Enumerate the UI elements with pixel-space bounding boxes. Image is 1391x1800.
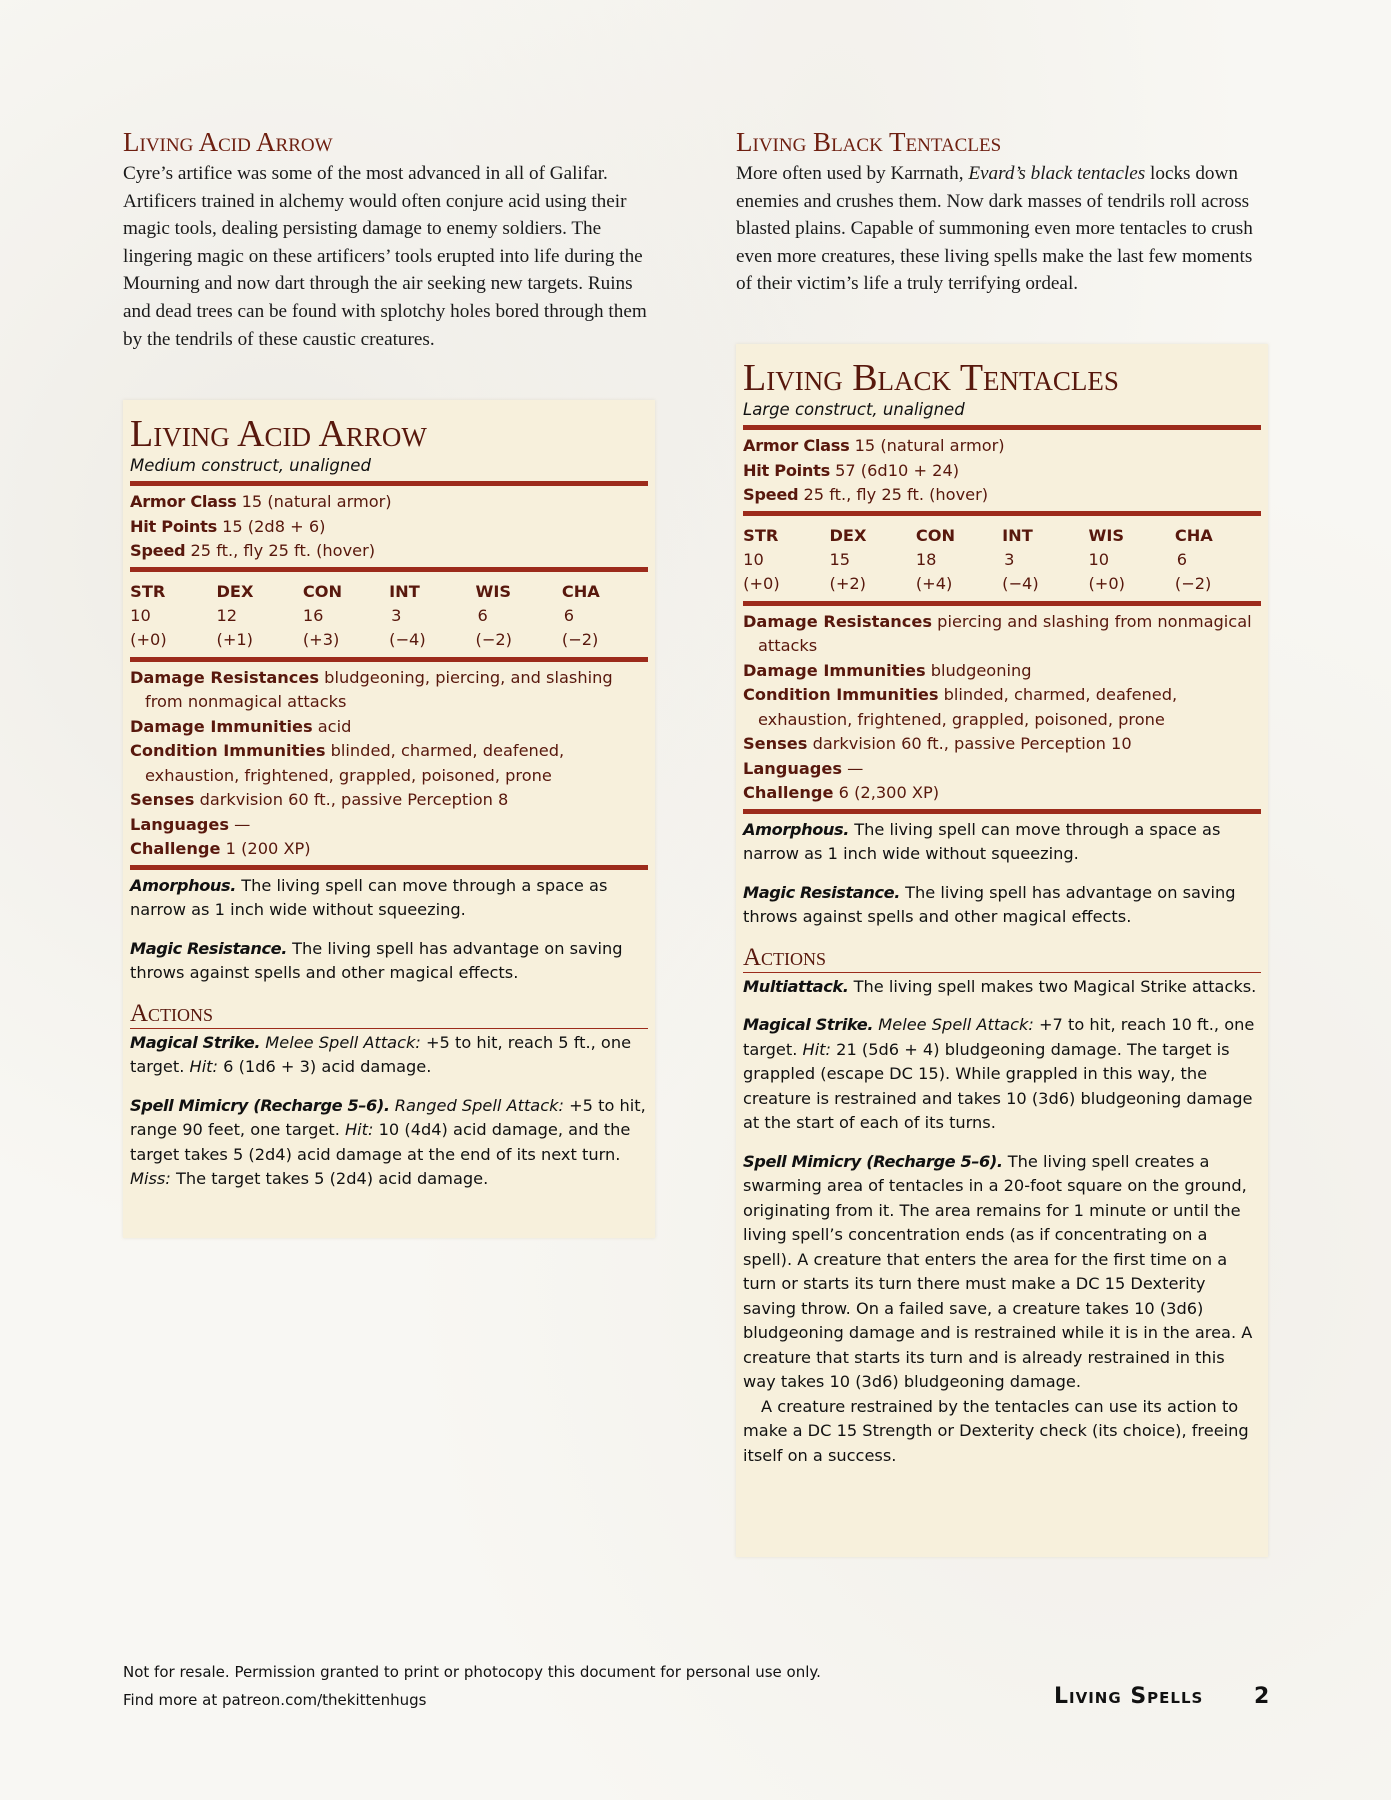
- ability-name: DEX: [829, 525, 867, 545]
- footer-line-1: Not for resale. Permission granted to print or photocopy this document for personal use only.: [123, 1663, 821, 1681]
- basic-stat: [743, 459, 1261, 484]
- property-line: [743, 659, 1261, 684]
- ability-int: [389, 580, 475, 652]
- divider-rule: [130, 567, 648, 572]
- stat-block-living-black-tentacles: [736, 344, 1268, 1557]
- ability-wis: [475, 580, 561, 652]
- italic-text: Hit:: [345, 1120, 374, 1139]
- text-segment: +5 to hit, range 90 feet, one target.: [130, 1095, 646, 1139]
- ability-str: [130, 580, 216, 652]
- ability-cha: [1175, 524, 1261, 596]
- trait-entry: [743, 1150, 1261, 1469]
- property-label: Damage Resistances: [743, 611, 933, 631]
- property-label: Condition Immunities: [130, 741, 326, 760]
- trait-name: Magic Resistance.: [743, 882, 900, 902]
- trait-name: Magical Strike.: [743, 1015, 874, 1034]
- property-value: bludgeoning: [930, 660, 1032, 680]
- basic-stat: [130, 539, 648, 564]
- trait-name: Spell Mimicry (Recharge 5–6).: [130, 1095, 390, 1115]
- text-segment: The living spell has advantage on saving throws against spells and other magical effects.: [130, 938, 623, 982]
- property-label: Senses: [130, 790, 195, 809]
- stat-block-living-acid-arrow: [123, 400, 655, 1238]
- ability-scores: [743, 520, 1261, 598]
- creature-name: Living Black Tentacles: [743, 357, 1119, 399]
- ability-value: 15 (+2): [829, 549, 866, 593]
- text-segment: The living spell can move through a space as narrow as 1 inch wide without squeezing.: [130, 875, 608, 919]
- basic-stat: [130, 490, 648, 515]
- property-line: [130, 837, 648, 862]
- divider-rule: [130, 481, 648, 486]
- property-label: Senses: [743, 734, 808, 753]
- italic-text: Hit:: [189, 1057, 218, 1076]
- property-value: blinded, charmed, deafened, exhaustion, frightened, grappled, poisoned, prone: [758, 685, 1178, 729]
- divider-rule: [743, 601, 1261, 606]
- ability-name: STR: [130, 581, 166, 601]
- text-segment: The living spell creates a swarming area of tentacles in a 20-foot square on the ground, originating from it. The area remains for 1 minute or until the living spell’s concentration ends (as if concentrating on a spell). A creature that enters the area for the first time on a turn or starts its turn there must make a DC 15 Dexterity saving throw. On a failed save, a creature takes 10 (3d6) bludgeoning damage and is restrained while it is in the area. A creature that starts its turn and is already restrained in this way takes 10 (3d6) bludgeoning damage.: [743, 1151, 1253, 1391]
- ability-value: 10 (+0): [130, 605, 167, 649]
- intro-text: [736, 160, 1268, 298]
- property-label: Challenge: [130, 839, 221, 858]
- text-segment: +7 to hit, reach 10 ft., one target.: [743, 1015, 1255, 1059]
- ability-con: [303, 580, 389, 652]
- creature-type: Large construct, unaligned: [743, 400, 965, 419]
- property-line: [743, 610, 1261, 659]
- basic-stat: [743, 483, 1261, 508]
- property-label: Damage Immunities: [130, 716, 313, 736]
- ability-name: CON: [302, 581, 343, 601]
- ability-value: 6 (−2): [1174, 549, 1212, 593]
- ability-wis: [1088, 524, 1174, 596]
- italic-text: Melee Spell Attack:: [878, 1015, 1034, 1034]
- property-value: —: [234, 814, 251, 834]
- ability-value: 12 (+1): [216, 605, 253, 649]
- italic-text: Miss:: [130, 1169, 171, 1188]
- stat-value: 57 (6d10 + 24): [835, 460, 960, 480]
- ability-name: CHA: [1174, 525, 1213, 545]
- ability-name: WIS: [1088, 525, 1125, 545]
- footer-line-2: Find more at patreon.com/thekittenhugs: [123, 1691, 427, 1709]
- property-value: darkvision 60 ft., passive Perception 10: [812, 734, 1132, 753]
- ability-value: 3 (−4): [389, 605, 426, 649]
- ability-name: INT: [1002, 525, 1033, 545]
- ability-value: 10 (+0): [743, 549, 780, 593]
- text-segment: More often used by Karrnath,: [736, 163, 969, 184]
- ability-int: [1002, 524, 1088, 596]
- property-line: [130, 813, 648, 838]
- ability-con: [916, 524, 1002, 596]
- text-segment: +5 to hit, reach 5 ft., one target.: [130, 1032, 632, 1076]
- text-segment: A creature restrained by the tentacles can use its action to make a DC 15 Strength or Dexterity check (its choice), freeing itself on a success.: [743, 1396, 1249, 1465]
- property-label: Damage Resistances: [130, 667, 320, 687]
- ability-name: INT: [389, 581, 420, 601]
- ability-scores: [130, 576, 648, 654]
- property-line: [130, 715, 648, 740]
- actions-heading: Actions: [743, 944, 1261, 973]
- text-segment: The target takes 5 (2d4) acid damage.: [170, 1169, 489, 1188]
- property-label: Condition Immunities: [743, 685, 939, 704]
- ability-name: WIS: [475, 581, 512, 601]
- property-value: 1 (200 XP): [225, 839, 311, 858]
- trait-name: Magic Resistance.: [130, 938, 287, 958]
- footer-notice: [123, 1658, 821, 1714]
- property-value: 6 (2,300 XP): [838, 783, 940, 802]
- trait-name: Amorphous.: [743, 819, 850, 839]
- divider-rule: [743, 809, 1261, 814]
- property-line: [743, 757, 1261, 782]
- ability-dex: [217, 580, 303, 652]
- trait-name: Magical Strike.: [130, 1032, 261, 1052]
- property-value: darkvision 60 ft., passive Perception 8: [199, 790, 509, 809]
- stat-value: 25 ft., fly 25 ft. (hover): [190, 541, 376, 560]
- trait-name: Spell Mimicry (Recharge 5–6).: [743, 1151, 1003, 1171]
- trait-name: Amorphous.: [130, 875, 237, 895]
- trait-entry: [130, 1031, 648, 1080]
- property-line: [130, 739, 648, 788]
- italic-text: Hit:: [802, 1039, 831, 1059]
- property-label: Languages: [743, 758, 842, 778]
- property-label: Challenge: [743, 783, 834, 802]
- creature-name: Living Acid Arrow: [130, 413, 427, 455]
- ability-str: [743, 524, 829, 596]
- trait-entry: [130, 874, 648, 923]
- ability-value: 6 (−2): [561, 605, 599, 649]
- trait-entry: [130, 937, 648, 986]
- text-segment: The living spell has advantage on saving throws against spells and other magical effects.: [743, 882, 1236, 926]
- trait-entry: [743, 975, 1261, 1000]
- divider-rule: [130, 865, 648, 870]
- ability-value: 18 (+4): [915, 549, 953, 593]
- ability-name: STR: [743, 525, 779, 545]
- footer-section-name: Living Spells: [1054, 1684, 1204, 1709]
- ability-name: CON: [915, 525, 956, 545]
- text-segment: locks down enemies and crushes them. Now dark masses of tendrils roll across blasted plains. Capable of summoning even more tentacles to crush even more creatures, these living spells make the last few moments of their victim’s life a truly terrifying ordeal.: [736, 163, 1253, 295]
- trait-entry: [130, 1094, 648, 1192]
- ability-dex: [830, 524, 916, 596]
- divider-rule: [743, 425, 1261, 430]
- stat-value: 15 (natural armor): [241, 492, 392, 511]
- ability-name: CHA: [561, 581, 600, 601]
- text-segment: 21 (5d6 + 4) bludgeoning damage. The target is grappled (escape DC 15). While grappled in this way, the creature is restrained and takes 10 (3d6) bludgeoning damage at the start of each of its turns.: [743, 1039, 1253, 1132]
- page-number: 2: [1254, 1684, 1270, 1709]
- italic-text: Ranged Spell Attack:: [394, 1095, 564, 1115]
- right-column: [736, 126, 1268, 298]
- ability-value: 3 (−4): [1002, 549, 1039, 593]
- trait-entry: [743, 818, 1261, 867]
- ability-name: DEX: [216, 581, 254, 601]
- actions-heading: Actions: [130, 1000, 648, 1029]
- stat-label: Speed: [743, 485, 799, 504]
- trait-name: Multiattack.: [743, 976, 849, 996]
- section-title: Living Black Tentacles: [736, 127, 1002, 157]
- property-line: [743, 781, 1261, 806]
- text-segment: 6 (1d6 + 3) acid damage.: [218, 1057, 432, 1076]
- property-line: [130, 788, 648, 813]
- stat-label: Armor Class: [743, 436, 850, 455]
- property-line: [743, 732, 1261, 757]
- ability-cha: [562, 580, 648, 652]
- basic-stat: [130, 515, 648, 540]
- stat-label: Hit Points: [743, 460, 830, 480]
- property-value: piercing and slashing from nonmagical attacks: [758, 611, 1252, 655]
- text-segment: Cyre’s artifice was some of the most advanced in all of Galifar. Artificers trained in alchemy would often conjure acid using their magic tools, dealing persisting damage to enemy soldiers. The lingering magic on these artificers’ tools erupted into life during the Mourning and now dart through the air seeking new targets. Ruins and dead trees can be found with splotchy holes bored through them by the tendrils of these caustic creatures.: [123, 163, 647, 350]
- italic-text: Melee Spell Attack:: [265, 1032, 421, 1052]
- text-segment: 10 (4d4) acid damage, and the target takes 5 (2d4) acid damage at the end of its next turn.: [130, 1120, 631, 1164]
- property-value: bludgeoning, piercing, and slashing from nonmagical attacks: [145, 667, 613, 711]
- stat-label: Armor Class: [130, 492, 237, 511]
- ability-value: 16 (+3): [302, 605, 340, 649]
- property-value: blinded, charmed, deafened, exhaustion, frightened, grappled, poisoned, prone: [145, 741, 565, 785]
- intro-text: [123, 160, 655, 353]
- basic-stat: [743, 434, 1261, 459]
- property-value: —: [847, 758, 864, 778]
- stat-label: Speed: [130, 541, 186, 560]
- ability-value: 10 (+0): [1088, 549, 1125, 593]
- trait-entry: [743, 881, 1261, 930]
- property-line: [743, 683, 1261, 732]
- stat-value: 25 ft., fly 25 ft. (hover): [803, 485, 989, 504]
- italic-text: Evard’s black tentacles: [968, 163, 1146, 184]
- stat-value: 15 (natural armor): [854, 436, 1005, 455]
- left-column: [123, 126, 655, 353]
- property-value: acid: [317, 716, 352, 736]
- property-label: Damage Immunities: [743, 660, 926, 680]
- section-title: Living Acid Arrow: [123, 127, 333, 157]
- stat-value: 15 (2d8 + 6): [222, 516, 326, 536]
- divider-rule: [130, 657, 648, 662]
- creature-type: Medium construct, unaligned: [130, 456, 371, 475]
- ability-value: 6 (−2): [475, 605, 512, 649]
- trait-entry: [743, 1013, 1261, 1136]
- stat-label: Hit Points: [130, 516, 217, 536]
- divider-rule: [743, 511, 1261, 516]
- text-segment: The living spell makes two Magical Strike attacks.: [848, 976, 1257, 996]
- property-label: Languages: [130, 814, 229, 834]
- text-segment: The living spell can move through a space as narrow as 1 inch wide without squeezing.: [743, 819, 1221, 863]
- property-line: [130, 666, 648, 715]
